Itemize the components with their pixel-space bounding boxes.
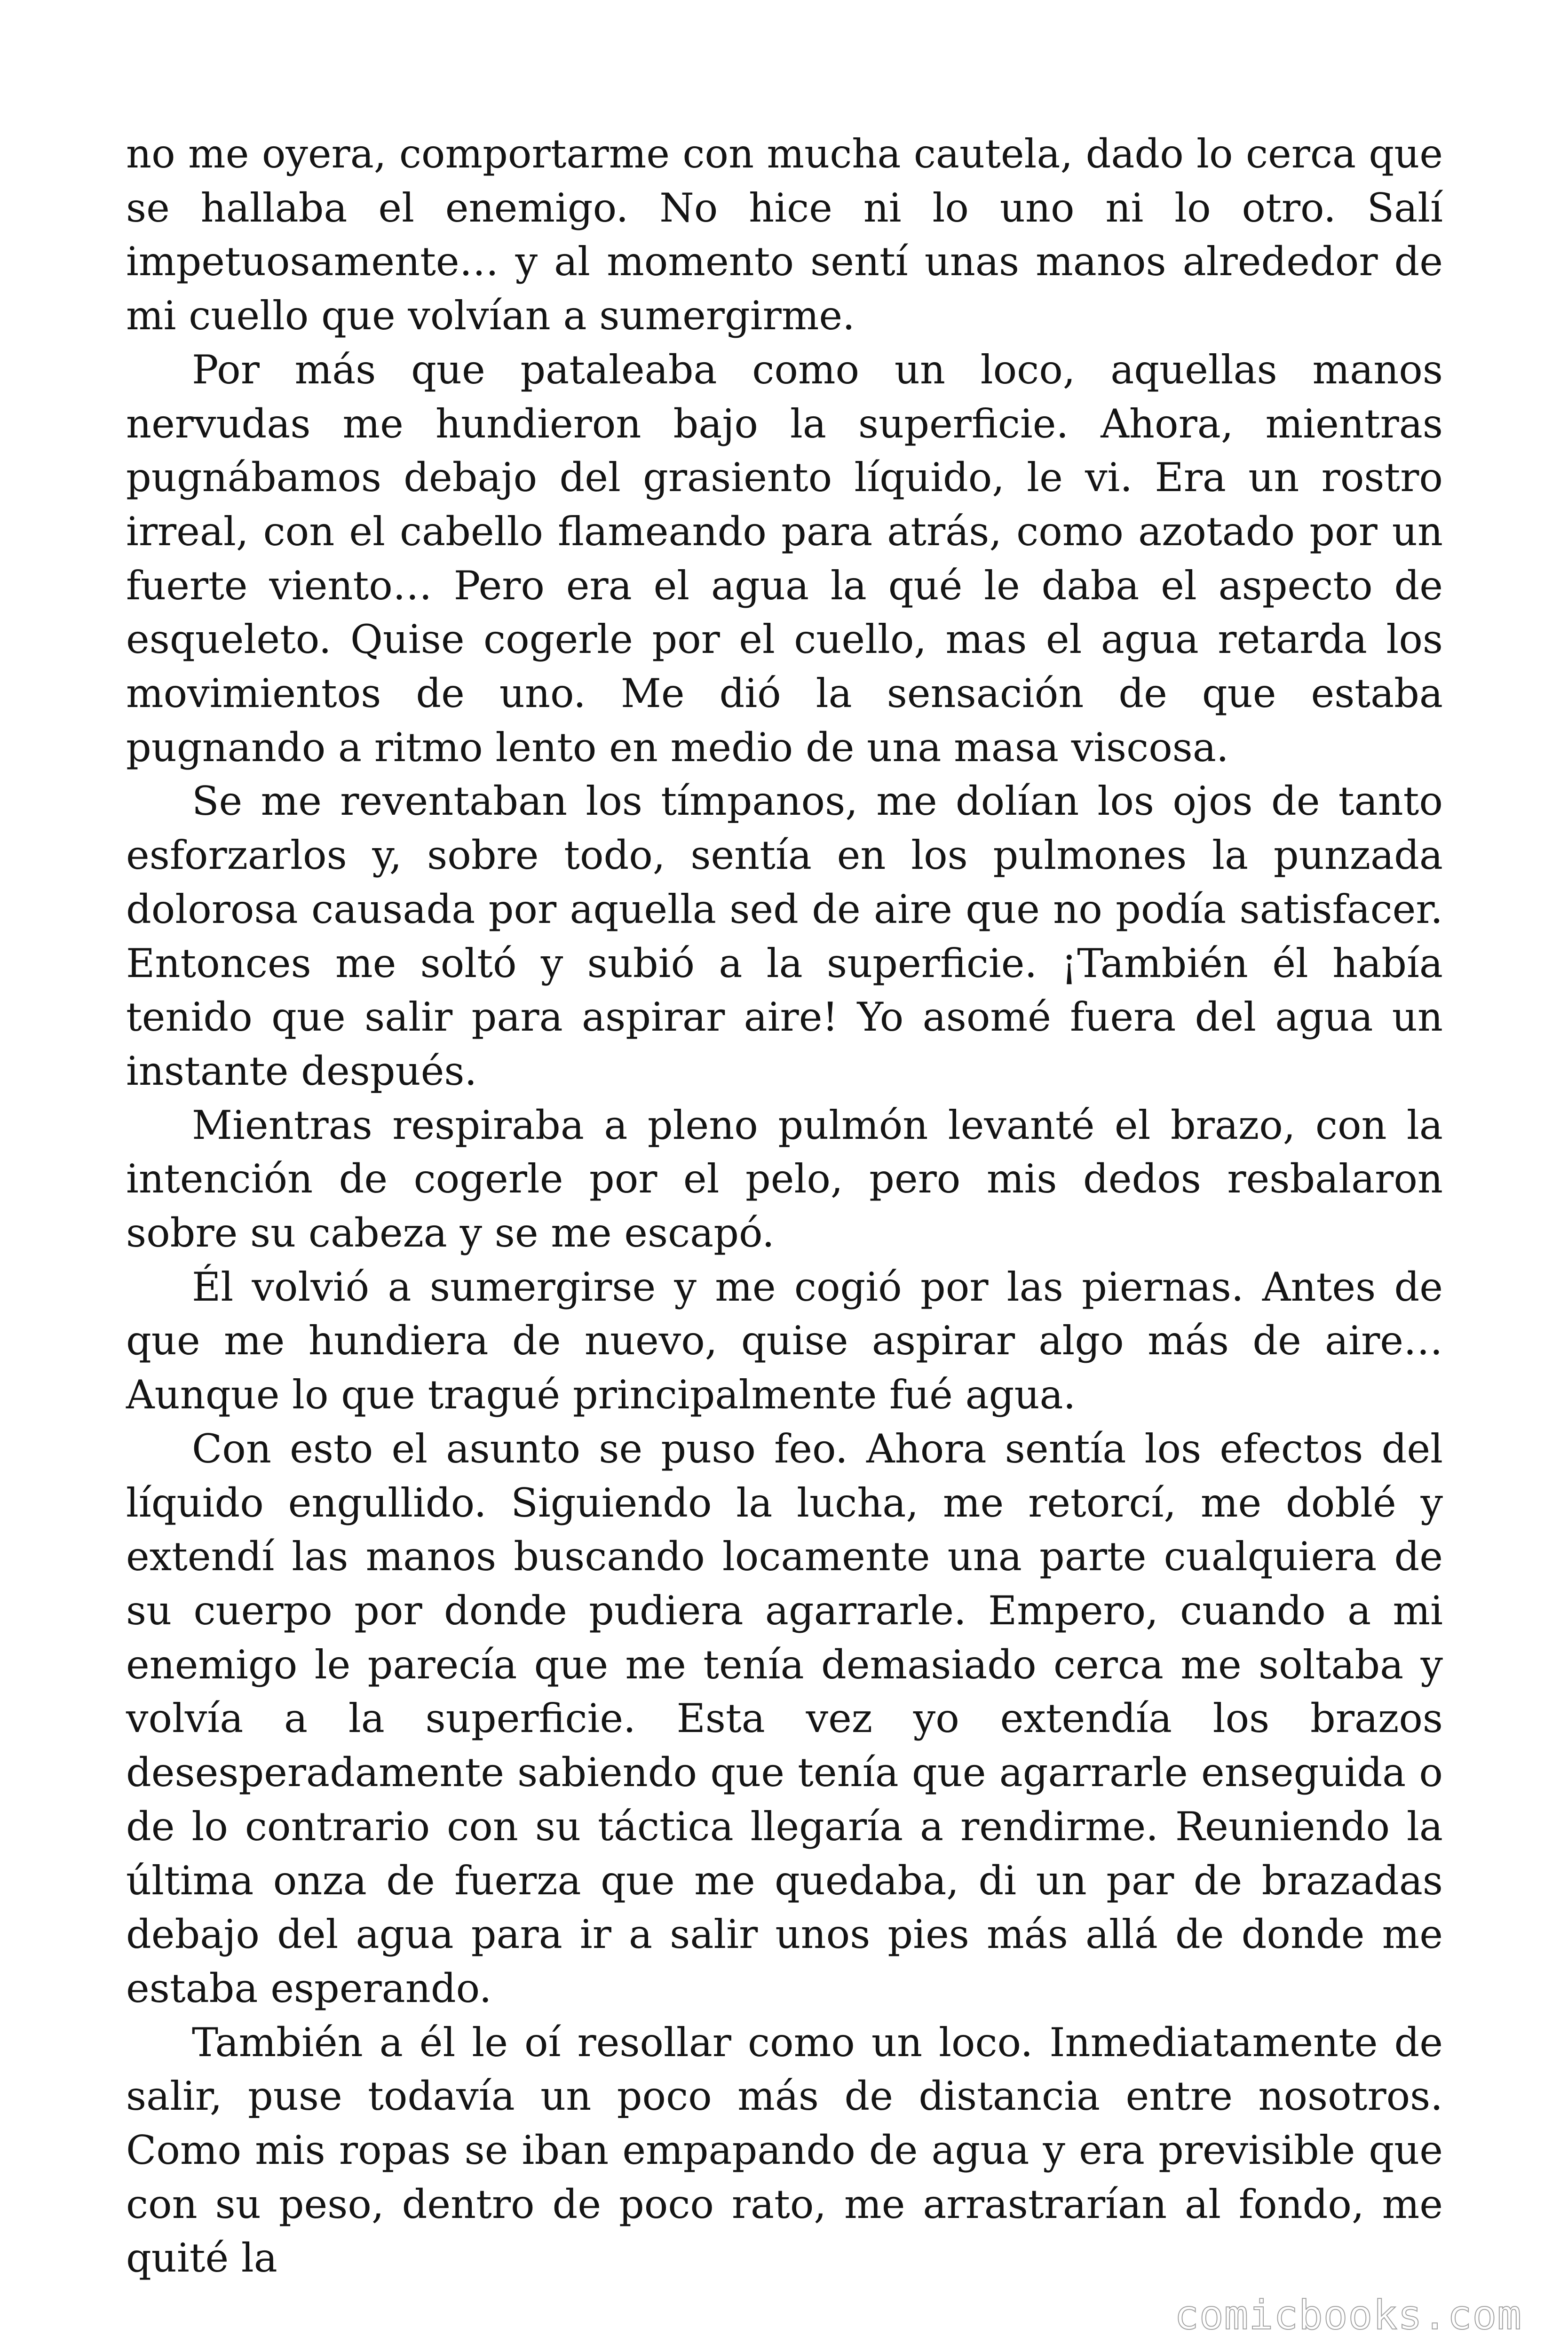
paragraph-1: no me oyera, comportarme con mucha cautela, dado lo cerca que se hallaba el enemigo. No hice ni lo uno ni lo otro. Salí impetuosamente… y al momento sentí unas manos alrededor de mi cuello que volvían a sumergirme. bbox=[126, 131, 1443, 339]
paragraph-5: Él volvió a sumergirse y me cogió por las piernas. Antes de que me hundiera de nuevo, quise aspirar algo más de aire… Aunque lo que tragué principalmente fué agua. bbox=[126, 1263, 1443, 1418]
paragraph-7: También a él le oí resollar como un loco. Inmediatamente de salir, puse todavía un poco más de distancia entre nosotros. Como mis ropas se iban empapando de agua y era previsible que con su peso, dentro de poco rato, me arrastrarían al fondo, me quité la bbox=[126, 2019, 1443, 2281]
watermark: comicbooks.com bbox=[1174, 2292, 1522, 2339]
paragraph-6: Con esto el asunto se puso feo. Ahora sentía los efectos del líquido engullido. Siguiendo la lucha, me retorcí, me doblé y extendí las manos buscando locamente una parte cualquiera de su cuerpo por donde pudiera agarrarle. Empero, cuando a mi enemigo le parecía que me tenía demasiado cerca me soltaba y volvía a la superficie. Esta vez yo extendía los brazos desesperadamente sabiendo que tenía que agarrarle enseguida o de lo contrario con su táctica llegaría a rendirme. Reuniendo la última onza de fuerza que me quedaba, di un par de brazadas debajo del agua para ir a salir unos pies más allá de donde me estaba esperando. bbox=[126, 1425, 1443, 2011]
paragraph-2: Por más que pataleaba como un loco, aquellas manos nervudas me hundieron bajo la superficie. Ahora, mientras pugnábamos debajo del grasiento líquido, le vi. Era un rostro irreal, con el cabello flameando para atrás, como azotado por un fuerte viento… Pero era el agua la qué le daba el aspecto de esqueleto. Quise cogerle por el cuello, mas el agua retarda los movimientos de uno. Me dió la sensación de que estaba pugnando a ritmo lento en medio de una masa viscosa. bbox=[126, 346, 1443, 771]
page-body bbox=[126, 127, 1443, 2285]
paragraph-3: Se me reventaban los tímpanos, me dolían los ojos de tanto esforzarlos y, sobre todo, sentía en los pulmones la punzada dolorosa causada por aquella sed de aire que no podía satisfacer. Entonces me soltó y subió a la superficie. ¡También él había tenido que salir para aspirar aire! Yo asomé fuera del agua un instante después. bbox=[126, 778, 1443, 1094]
paragraph-4: Mientras respiraba a pleno pulmón levanté el brazo, con la intención de cogerle por el pelo, pero mis dedos resbalaron sobre su cabeza y se me escapó. bbox=[126, 1102, 1443, 1256]
